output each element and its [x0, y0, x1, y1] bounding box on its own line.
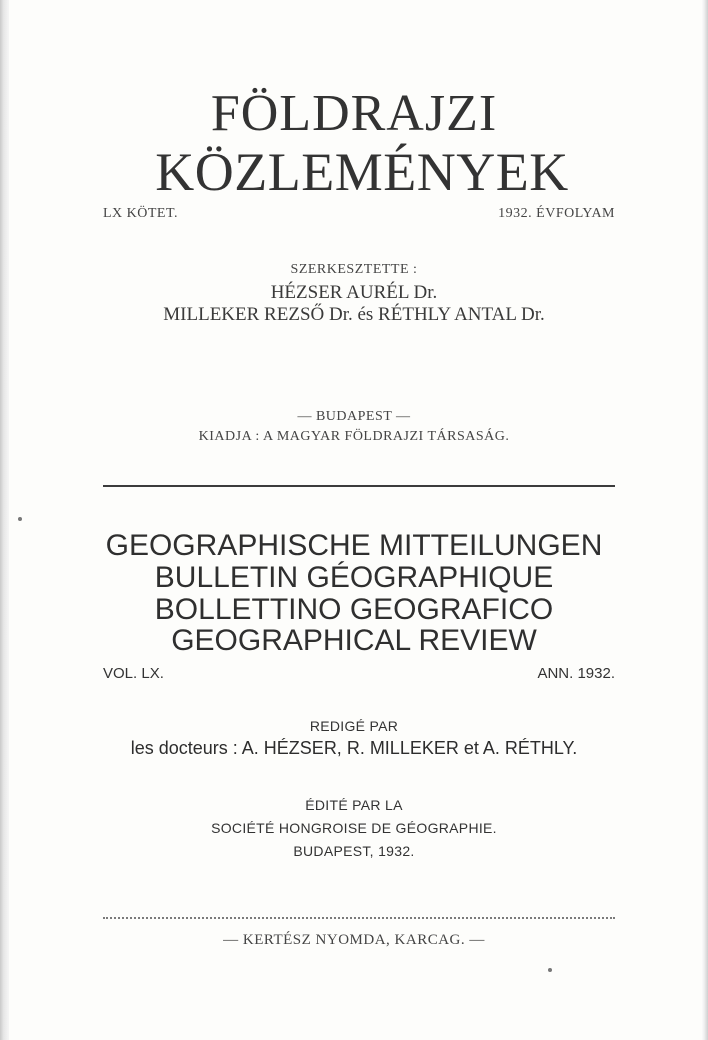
editor-line2-hu: MILLEKER REZSŐ Dr. és RÉTHLY ANTAL Dr. — [163, 304, 545, 325]
separator-rule — [103, 485, 615, 487]
foreign-title-french: BULLETIN GÉOGRAPHIQUE — [154, 561, 554, 594]
year-foreign: ANN. 1932. — [537, 665, 615, 682]
editors-label-hu: SZERKESZTETTE : — [290, 262, 418, 277]
year-hu: 1932. ÉVFOLYAM — [498, 206, 615, 221]
volume-foreign: VOL. LX. — [103, 665, 164, 682]
editors-names-fr: les docteurs : A. HÉZSER, R. MILLEKER et A. RÉTHLY. — [130, 738, 578, 758]
printer-line: — KERTÉSZ NYOMDA, KARCAG. — — [223, 932, 485, 948]
footer-rule — [103, 917, 615, 919]
editors-label-fr: REDIGÉ PAR — [309, 718, 399, 734]
publisher-city-year-fr: BUDAPEST, 1932. — [293, 843, 415, 859]
city-hu: — BUDAPEST — — [297, 409, 411, 424]
foreign-title-italian: BOLLETTINO GEOGRAFICO — [154, 593, 554, 626]
editor-line1-hu: HÉZSER AURÉL Dr. — [270, 282, 438, 303]
journal-title-line1: FÖLDRAJZI — [210, 85, 498, 142]
foreign-title-german: GEOGRAPHISCHE MITTEILUNGEN — [105, 529, 603, 562]
foreign-title-english: GEOGRAPHICAL REVIEW — [171, 624, 537, 657]
scan-speck — [548, 968, 552, 972]
scan-speck — [18, 517, 22, 521]
publisher-label-fr: ÉDITÉ PAR LA — [305, 797, 403, 813]
volume-hu: LX KÖTET. — [103, 206, 178, 221]
journal-title-line2: KÖZLEMÉNYEK — [155, 142, 569, 202]
publisher-hu: KIADJA : A MAGYAR FÖLDRAJZI TÁRSASÁG. — [198, 429, 510, 444]
publisher-society-fr: SOCIÉTÉ HONGROISE DE GÉOGRAPHIE. — [211, 820, 497, 836]
